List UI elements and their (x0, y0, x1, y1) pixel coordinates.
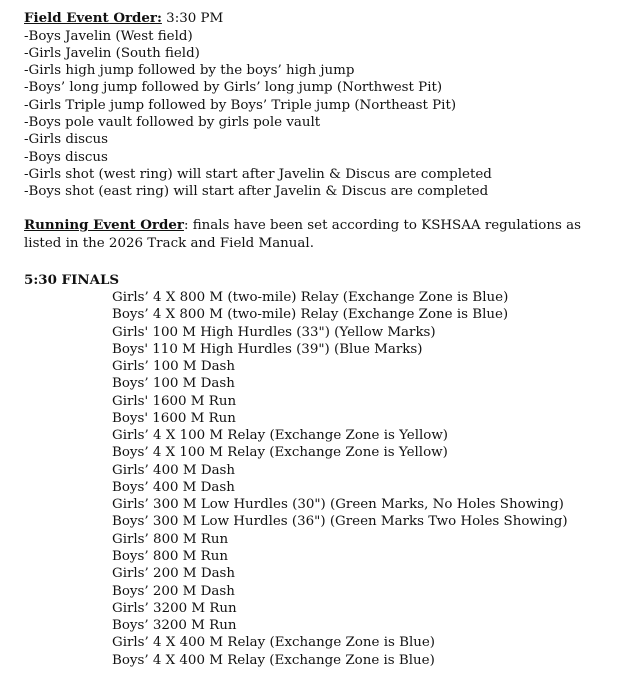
final-event-item: Boys’ 4 X 400 M Relay (Exchange Zone is Blue) (112, 652, 435, 668)
final-event-item: Girls’ 4 X 800 M (two-mile) Relay (Exchange Zone is Blue) (112, 290, 509, 305)
field-event-item: -Boys pole vault followed by girls pole vault (24, 115, 321, 130)
final-event-item: Girls’ 3200 M Run (112, 600, 237, 616)
field-event-item: -Boys shot (east ring) will start after Javelin & Discus are completed (24, 184, 489, 199)
running-event-paragraph (24, 217, 614, 252)
finals-list (112, 289, 568, 669)
field-event-item: -Boys Javelin (West field) (24, 29, 193, 44)
final-event-item: Boys’ 100 M Dash (112, 376, 235, 392)
final-event-item: Boys’ 4 X 800 M (two-mile) Relay (Exchange Zone is Blue) (112, 307, 509, 323)
final-event-item: Girls’ 4 X 400 M Relay (Exchange Zone is Blue) (112, 635, 436, 651)
field-event-item: -Boys discus (24, 150, 108, 165)
final-event-item: Boys’ 3200 M Run (112, 618, 237, 634)
running-event-text: : finals have been set according to KSHSAA regulations as listed in the 2026 Track and Field Manual. (24, 218, 581, 251)
final-event-item: Girls’ 400 M Dash (112, 462, 236, 478)
field-event-item: -Girls discus (24, 132, 109, 147)
field-event-item: -Girls Triple jump followed by Boys’ Triple jump (Northeast Pit) (24, 98, 457, 113)
field-event-time: 3:30 PM (161, 11, 224, 26)
final-event-item: Girls’ 200 M Dash (112, 566, 236, 582)
final-event-item: Boys’ 200 M Dash (112, 583, 235, 599)
field-event-heading: Field Event Order: (24, 10, 162, 26)
final-event-item: Girls’ 800 M Run (112, 531, 229, 547)
final-event-item: Girls' 100 M High Hurdles (33") (Yellow Marks) (112, 324, 436, 340)
final-event-item: Boys’ 4 X 100 M Relay (Exchange Zone is Yellow) (112, 445, 448, 461)
field-event-item: -Boys’ long jump followed by Girls’ long jump (Northwest Pit) (24, 80, 443, 95)
final-event-item: Girls’ 300 M Low Hurdles (30") (Green Marks, No Holes Showing) (112, 497, 564, 513)
final-event-item: Boys' 1600 M Run (112, 410, 236, 426)
final-event-item: Girls’ 100 M Dash (112, 359, 236, 375)
final-event-item: Boys’ 300 M Low Hurdles (36") (Green Marks Two Holes Showing) (112, 514, 568, 530)
final-event-item: Girls’ 4 X 100 M Relay (Exchange Zone is Yellow) (112, 428, 449, 444)
field-event-item: -Girls Javelin (South field) (24, 46, 200, 61)
final-event-item: Boys’ 800 M Run (112, 548, 228, 564)
field-event-item: -Girls shot (west ring) will start after Javelin & Discus are completed (24, 167, 492, 182)
finals-heading: 5:30 FINALS (24, 272, 120, 288)
field-event-heading-line (24, 10, 223, 27)
final-event-item: Boys’ 400 M Dash (112, 479, 235, 495)
field-event-item: -Girls high jump followed by the boys’ high jump (24, 63, 355, 78)
final-event-item: Girls' 1600 M Run (112, 393, 237, 409)
running-event-heading: Running Event Order (24, 217, 184, 233)
final-event-item: Boys' 110 M High Hurdles (39") (Blue Marks) (112, 341, 423, 357)
